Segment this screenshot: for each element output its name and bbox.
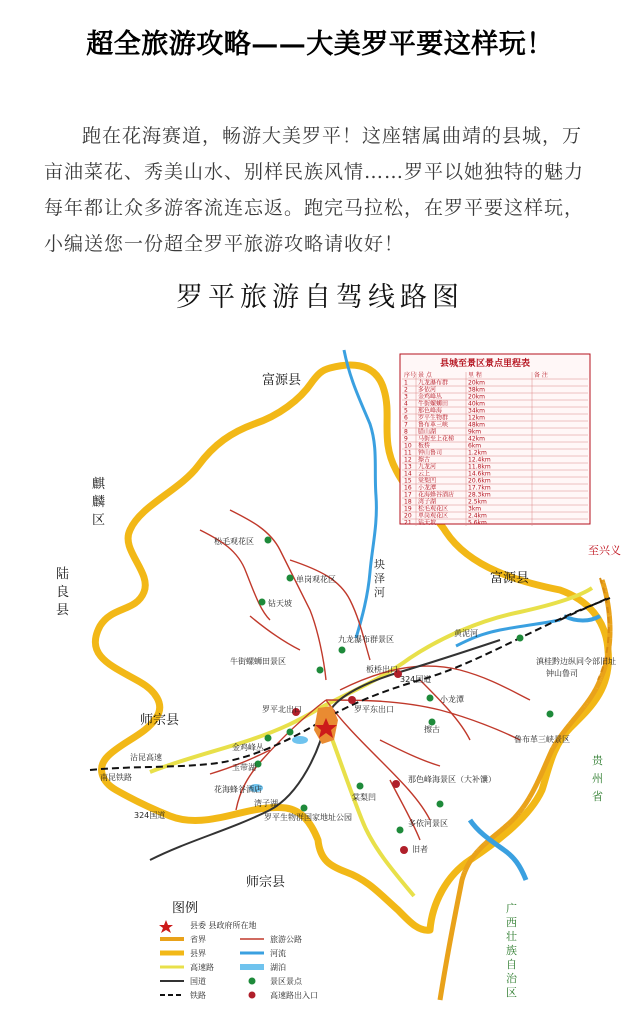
- mileage-table-header-cell: 景 点: [418, 372, 432, 379]
- mileage-table-cell: 18: [404, 498, 412, 506]
- mileage-table-cell: 花海蜂谷酒店: [418, 491, 455, 499]
- label-yuntai: 鲁布革三峡景区: [514, 735, 570, 744]
- mileage-table-cell: 擦古: [418, 456, 431, 464]
- mileage-table-cell: 17.7km: [468, 484, 491, 492]
- label-jiulong: 九龙瀑布群景区: [338, 635, 394, 644]
- svg-text:自: 自: [506, 958, 517, 971]
- mileage-table-cell: 34km: [468, 407, 485, 415]
- mileage-table-cell: 28.3km: [468, 491, 491, 499]
- label-qilin: [92, 476, 106, 528]
- mileage-table-cell: 6: [404, 414, 408, 422]
- label-danfeng: 单岗观花区: [296, 575, 336, 584]
- mileage-table-header-cell: 序号: [404, 372, 417, 379]
- svg-text:麒: 麒: [92, 477, 106, 492]
- mileage-table-cell: 湾子湖: [418, 498, 437, 506]
- article-intro: 跑在花海赛道，畅游大美罗平！这座辖属曲靖的县城，万亩油菜花、秀美山水、别样民族风情……罗平以她独特的魅力每年都让众多游客流连忘返。跑完马拉松，在罗平要这样玩，小编送您一份超全罗平旅游攻略请收好！: [44, 125, 585, 255]
- mileage-table-cell: 2: [404, 386, 408, 394]
- mileage-table-header-cell: 备 注: [534, 372, 548, 379]
- mileage-table-cell: 48km: [468, 421, 485, 429]
- mileage-table-cell: 3: [404, 393, 408, 401]
- mileage-table-cell: 9km: [468, 428, 482, 436]
- svg-text:良: 良: [56, 585, 70, 600]
- mileage-table-cell: 鲁布革三峡: [418, 421, 449, 429]
- mileage-table-cell: 40km: [468, 400, 485, 408]
- label-nankun: 南昆铁路: [100, 773, 132, 782]
- mileage-table-cell: 12: [404, 456, 412, 464]
- label-luopingbei: 罗平北出口: [262, 705, 302, 714]
- self-drive-route-map[interactable]: [0, 320, 640, 1013]
- mileage-table-cell: 那色峰海: [418, 407, 443, 415]
- mileage-table-cell: 6km: [468, 442, 482, 450]
- svg-text:州: 州: [592, 772, 603, 785]
- svg-text:壮: 壮: [506, 930, 517, 943]
- label-chanzhai: 旧者: [412, 845, 428, 854]
- svg-text:区: 区: [92, 513, 106, 528]
- legend-label: 县界: [190, 949, 206, 958]
- legend-label: 高速路: [190, 963, 214, 972]
- label-guizhou: [592, 753, 604, 803]
- mileage-table-cell: 20km: [468, 393, 485, 401]
- label-road324: 324国道: [400, 675, 432, 684]
- svg-text:贵: 贵: [592, 754, 603, 767]
- mileage-table-cell: 1.2km: [468, 449, 487, 457]
- map-title: 罗平旅游自驾线路图: [176, 282, 464, 313]
- mileage-table-cell: 九龙瀑布群: [418, 379, 449, 387]
- mileage-table-cell: 16: [404, 484, 412, 492]
- label-naxianfeng: 那色峰海景区（大补馕）: [408, 775, 496, 784]
- label-luliang: [56, 566, 69, 618]
- mileage-table-cell: 20: [404, 512, 412, 520]
- mileage-table-cell: 20km: [468, 379, 485, 387]
- mileage-table-cell: 13: [404, 463, 412, 471]
- mileage-table: [400, 354, 590, 527]
- label-xiaolongtan: 小龙潭: [440, 695, 464, 704]
- mileage-table-cell: 12km: [468, 414, 485, 422]
- mileage-table-title: 县城至景区景点里程表: [440, 359, 531, 369]
- svg-text:河: 河: [374, 586, 385, 599]
- label-to-xingyi: 至兴义: [588, 544, 621, 557]
- mileage-table-cell: 10: [404, 442, 412, 450]
- svg-text:县: 县: [56, 603, 70, 618]
- label-zuantianpo: 钻天坡: [268, 599, 292, 608]
- label-duodang: 擦古: [424, 725, 440, 734]
- svg-text:西: 西: [506, 916, 517, 929]
- lake-icon: [240, 964, 264, 970]
- mileage-table-cell: 单岗观花区: [418, 512, 449, 520]
- mileage-table-cell: 2.5km: [468, 498, 487, 506]
- mileage-table-cell: 钟山鲁司: [418, 449, 443, 457]
- label-huahai: 花海蜂谷酒店: [214, 785, 262, 794]
- mileage-table-cell: 8: [404, 428, 408, 436]
- mileage-table-cell: 2.4km: [468, 512, 487, 520]
- exit-icon: [249, 992, 256, 999]
- mileage-table-cell: 5: [404, 407, 408, 415]
- label-shuiyin: 沾昆高速: [130, 753, 162, 762]
- scenic-icon: [249, 978, 256, 985]
- mileage-table-cell: 21: [404, 519, 412, 527]
- svg-text:广: 广: [506, 902, 517, 915]
- mileage-table-cell: 1: [404, 379, 408, 387]
- label-yunnan-gui: 滇桂黔边纵同令部旧址: [536, 657, 616, 666]
- mileage-table-cell: 云上: [418, 470, 431, 478]
- mileage-table-cell: 9: [404, 435, 408, 443]
- mileage-table-cell: 牛街螺蛳田: [418, 400, 449, 408]
- mileage-table-cell: 20.6km: [468, 477, 491, 485]
- label-shizong-bottom: 师宗县: [246, 875, 286, 890]
- legend-title: 图例: [172, 901, 199, 916]
- mileage-table-cell: 42km: [468, 435, 485, 443]
- mileage-table-cell: 14.6km: [468, 470, 491, 478]
- mileage-table-cell: 4: [404, 400, 408, 408]
- mileage-table-cell: 19: [404, 505, 412, 513]
- label-wanzihu: 湾子湖: [254, 799, 278, 808]
- label-shizong-left: 师宗县: [140, 713, 180, 728]
- label-jinjishan: 金鸡峰丛: [232, 743, 264, 752]
- mileage-table-cell: 14: [404, 470, 412, 478]
- svg-text:区: 区: [506, 986, 517, 999]
- label-zhongshan: 钟山鲁司: [546, 669, 578, 678]
- svg-text:省: 省: [592, 790, 603, 803]
- legend-label: 旅游公路: [270, 935, 302, 944]
- label-national324: 324国道: [134, 811, 166, 820]
- legend-label: 河流: [270, 949, 286, 958]
- label-geopark: 罗平生物群国家地址公园: [264, 813, 352, 822]
- label-songmao: 松毛观花区: [214, 537, 254, 546]
- label-fuyuan-right: 富源县: [490, 571, 530, 586]
- mileage-table-cell: 11: [404, 449, 412, 457]
- mileage-table-cell: 7: [404, 421, 408, 429]
- article-title: 超全旅游攻略——大美罗平要这样玩！: [86, 29, 554, 60]
- mileage-table-cell: 小龙潭: [418, 484, 437, 492]
- mileage-table-cell: 17: [404, 491, 412, 499]
- mileage-table-cell: 金鸡峰丛: [418, 393, 443, 401]
- legend-label: 省界: [190, 935, 206, 944]
- label-kuaize: [374, 557, 385, 599]
- mileage-table-cell: 多依河: [418, 386, 437, 394]
- mileage-table-cell: 马街至上花梯: [418, 435, 455, 443]
- lake-yubei: [292, 736, 308, 744]
- label-guangxi: [506, 901, 518, 999]
- mileage-table-cell: 松毛观花区: [418, 505, 449, 513]
- label-duoyihe: 多依河景区: [408, 819, 448, 828]
- label-tangliwei: 棠梨凹: [352, 793, 376, 802]
- label-yumen: 玉带湖: [232, 763, 256, 772]
- mileage-table-cell: 38km: [468, 386, 485, 394]
- svg-text:治: 治: [506, 972, 517, 985]
- mileage-table-cell: 棠梨凹: [418, 477, 437, 485]
- legend-label: 县委 县政府所在地: [190, 921, 257, 930]
- legend-label: 铁路: [190, 991, 206, 1000]
- mileage-table-row: [404, 491, 491, 499]
- mileage-table-cell: 3km: [468, 505, 482, 513]
- legend-label: 高速路出入口: [270, 991, 318, 1000]
- mileage-table-cell: 九龙河: [418, 463, 437, 471]
- svg-text:族: 族: [506, 944, 517, 957]
- label-huanghe: 黄泥河: [454, 629, 478, 638]
- mileage-table-cell: 15: [404, 477, 412, 485]
- mileage-table-cell: 钻天坡: [418, 519, 437, 527]
- svg-text:泽: 泽: [374, 572, 385, 585]
- legend-label: 湖泊: [270, 963, 286, 972]
- label-fuyuan-top: 富源县: [262, 373, 302, 388]
- svg-text:麟: 麟: [92, 495, 106, 510]
- label-luopingdong: 罗平东出口: [354, 705, 394, 714]
- svg-text:块: 块: [374, 558, 385, 571]
- legend-label: 国道: [190, 977, 206, 986]
- label-niujie: 牛街螺蛳田景区: [230, 657, 286, 666]
- mileage-table-cell: 腊山湖: [418, 428, 437, 436]
- legend-label: 景区景点: [270, 977, 302, 986]
- mileage-table-cell: 12.4km: [468, 456, 491, 464]
- mileage-table-cell: 11.8km: [468, 463, 491, 471]
- mileage-table-cell: 板桥: [418, 442, 431, 450]
- label-banqiao: 板桥出口: [366, 665, 398, 674]
- svg-text:陆: 陆: [56, 567, 70, 582]
- mileage-table-cell: 5.6km: [468, 519, 487, 527]
- mileage-table-cell: 罗平生物群: [418, 414, 449, 422]
- mileage-table-header-cell: 里 程: [468, 372, 482, 379]
